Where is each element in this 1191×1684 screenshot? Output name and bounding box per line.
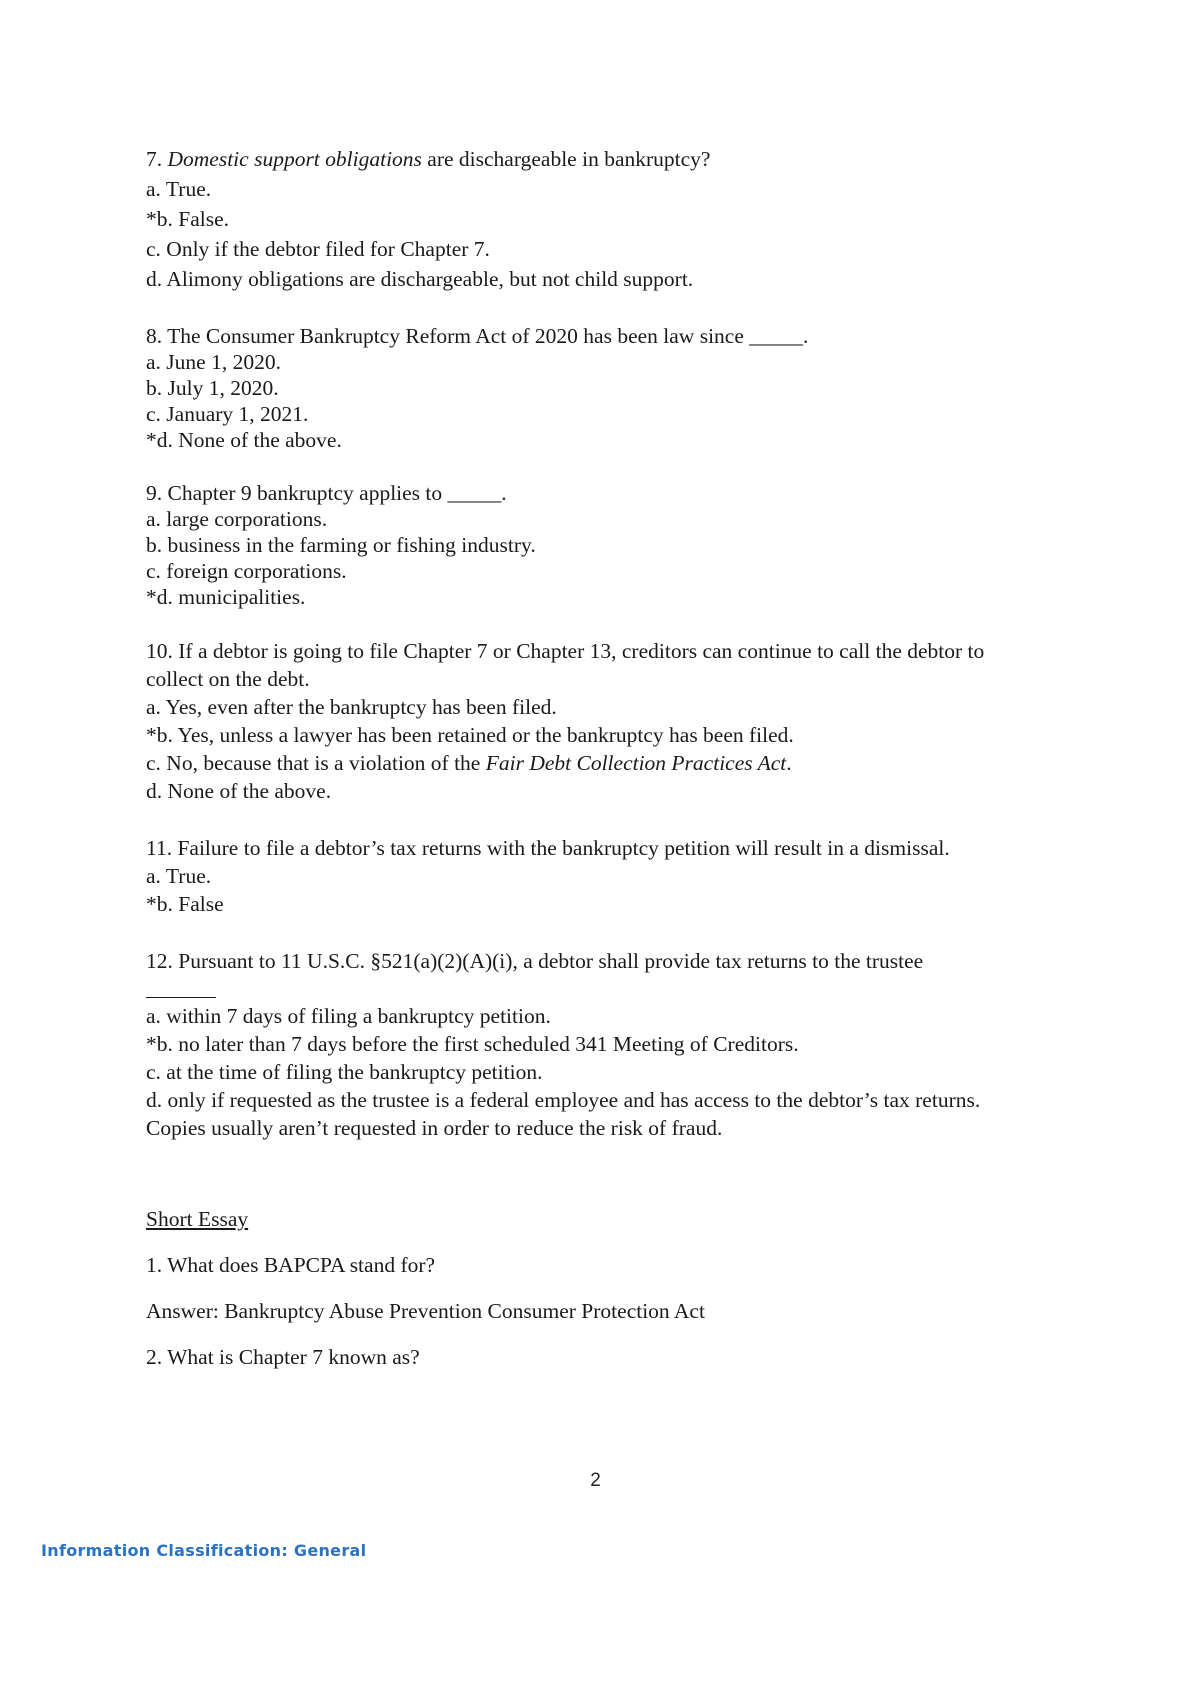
answer-option: d. Alimony obligations are dischargeable, but not child support. [146, 267, 694, 291]
answer-blank [146, 975, 216, 998]
question-stem: 7. Domestic support obligations are dischargeable in bankruptcy? [146, 147, 711, 171]
answer-option: c. foreign corporations. [146, 559, 347, 583]
question-stem: 9. Chapter 9 bankruptcy applies to _____. [146, 481, 507, 505]
question-9 [146, 480, 1096, 610]
answer-option: c. January 1, 2021. [146, 402, 309, 426]
answer-option: b. business in the farming or fishing industry. [146, 533, 536, 557]
section-heading: Short Essay [146, 1207, 249, 1231]
short-essay-section [146, 1204, 1096, 1372]
answer-option: c. Only if the debtor filed for Chapter 7. [146, 237, 490, 261]
question-10 [146, 637, 1096, 805]
answer-option-correct: *d. None of the above. [146, 428, 342, 452]
question-stem: 11. Failure to file a debtor’s tax returns with the bankruptcy petition will result in a dismissal. [146, 836, 950, 860]
question-11 [146, 834, 1096, 918]
question-stem: 8. The Consumer Bankruptcy Reform Act of 2020 has been law since _____. [146, 324, 809, 348]
question-7 [146, 144, 1096, 294]
answer-option-correct: *b. Yes, unless a lawyer has been retained or the bankruptcy has been filed. [146, 723, 794, 747]
answer-option: d. only if requested as the trustee is a federal employee and has access to the debtor’s tax returns. [146, 1088, 981, 1112]
answer-option-correct: *b. False [146, 892, 224, 916]
answer-option: a. large corporations. [146, 507, 328, 531]
essay-question: 1. What does BAPCPA stand for? [146, 1253, 436, 1277]
answer-option-correct: *d. municipalities. [146, 585, 306, 609]
question-stem: 10. If a debtor is going to file Chapter 7 or Chapter 13, creditors can continue to call the debtor to collect on the debt. [146, 639, 985, 691]
document-body [146, 144, 1096, 1388]
answer-option: b. July 1, 2020. [146, 376, 279, 400]
answer-option: a. Yes, even after the bankruptcy has been filed. [146, 695, 557, 719]
essay-question: 2. What is Chapter 7 known as? [146, 1345, 420, 1369]
answer-option: a. True. [146, 864, 212, 888]
essay-answer: Answer: Bankruptcy Abuse Prevention Consumer Protection Act [146, 1299, 705, 1323]
answer-option: d. None of the above. [146, 779, 332, 803]
answer-option: a. True. [146, 177, 212, 201]
question-stem: 12. Pursuant to 11 U.S.C. §521(a)(2)(A)(i), a debtor shall provide tax returns to the trustee [146, 949, 924, 973]
answer-option-correct: *b. no later than 7 days before the first scheduled 341 Meeting of Creditors. [146, 1032, 799, 1056]
answer-option: a. June 1, 2020. [146, 350, 281, 374]
question-8 [146, 323, 1096, 453]
page-number: 2 [590, 1470, 601, 1491]
answer-option-correct: *b. False. [146, 207, 230, 231]
answer-option-continuation: Copies usually aren’t requested in order to reduce the risk of fraud. [146, 1116, 723, 1140]
answer-option: c. at the time of filing the bankruptcy petition. [146, 1060, 543, 1084]
question-12 [146, 947, 1096, 1142]
answer-option: a. within 7 days of filing a bankruptcy petition. [146, 1004, 551, 1028]
answer-option: c. No, because that is a violation of the Fair Debt Collection Practices Act. [146, 751, 792, 775]
classification-footer: Information Classification: General [41, 1541, 367, 1560]
